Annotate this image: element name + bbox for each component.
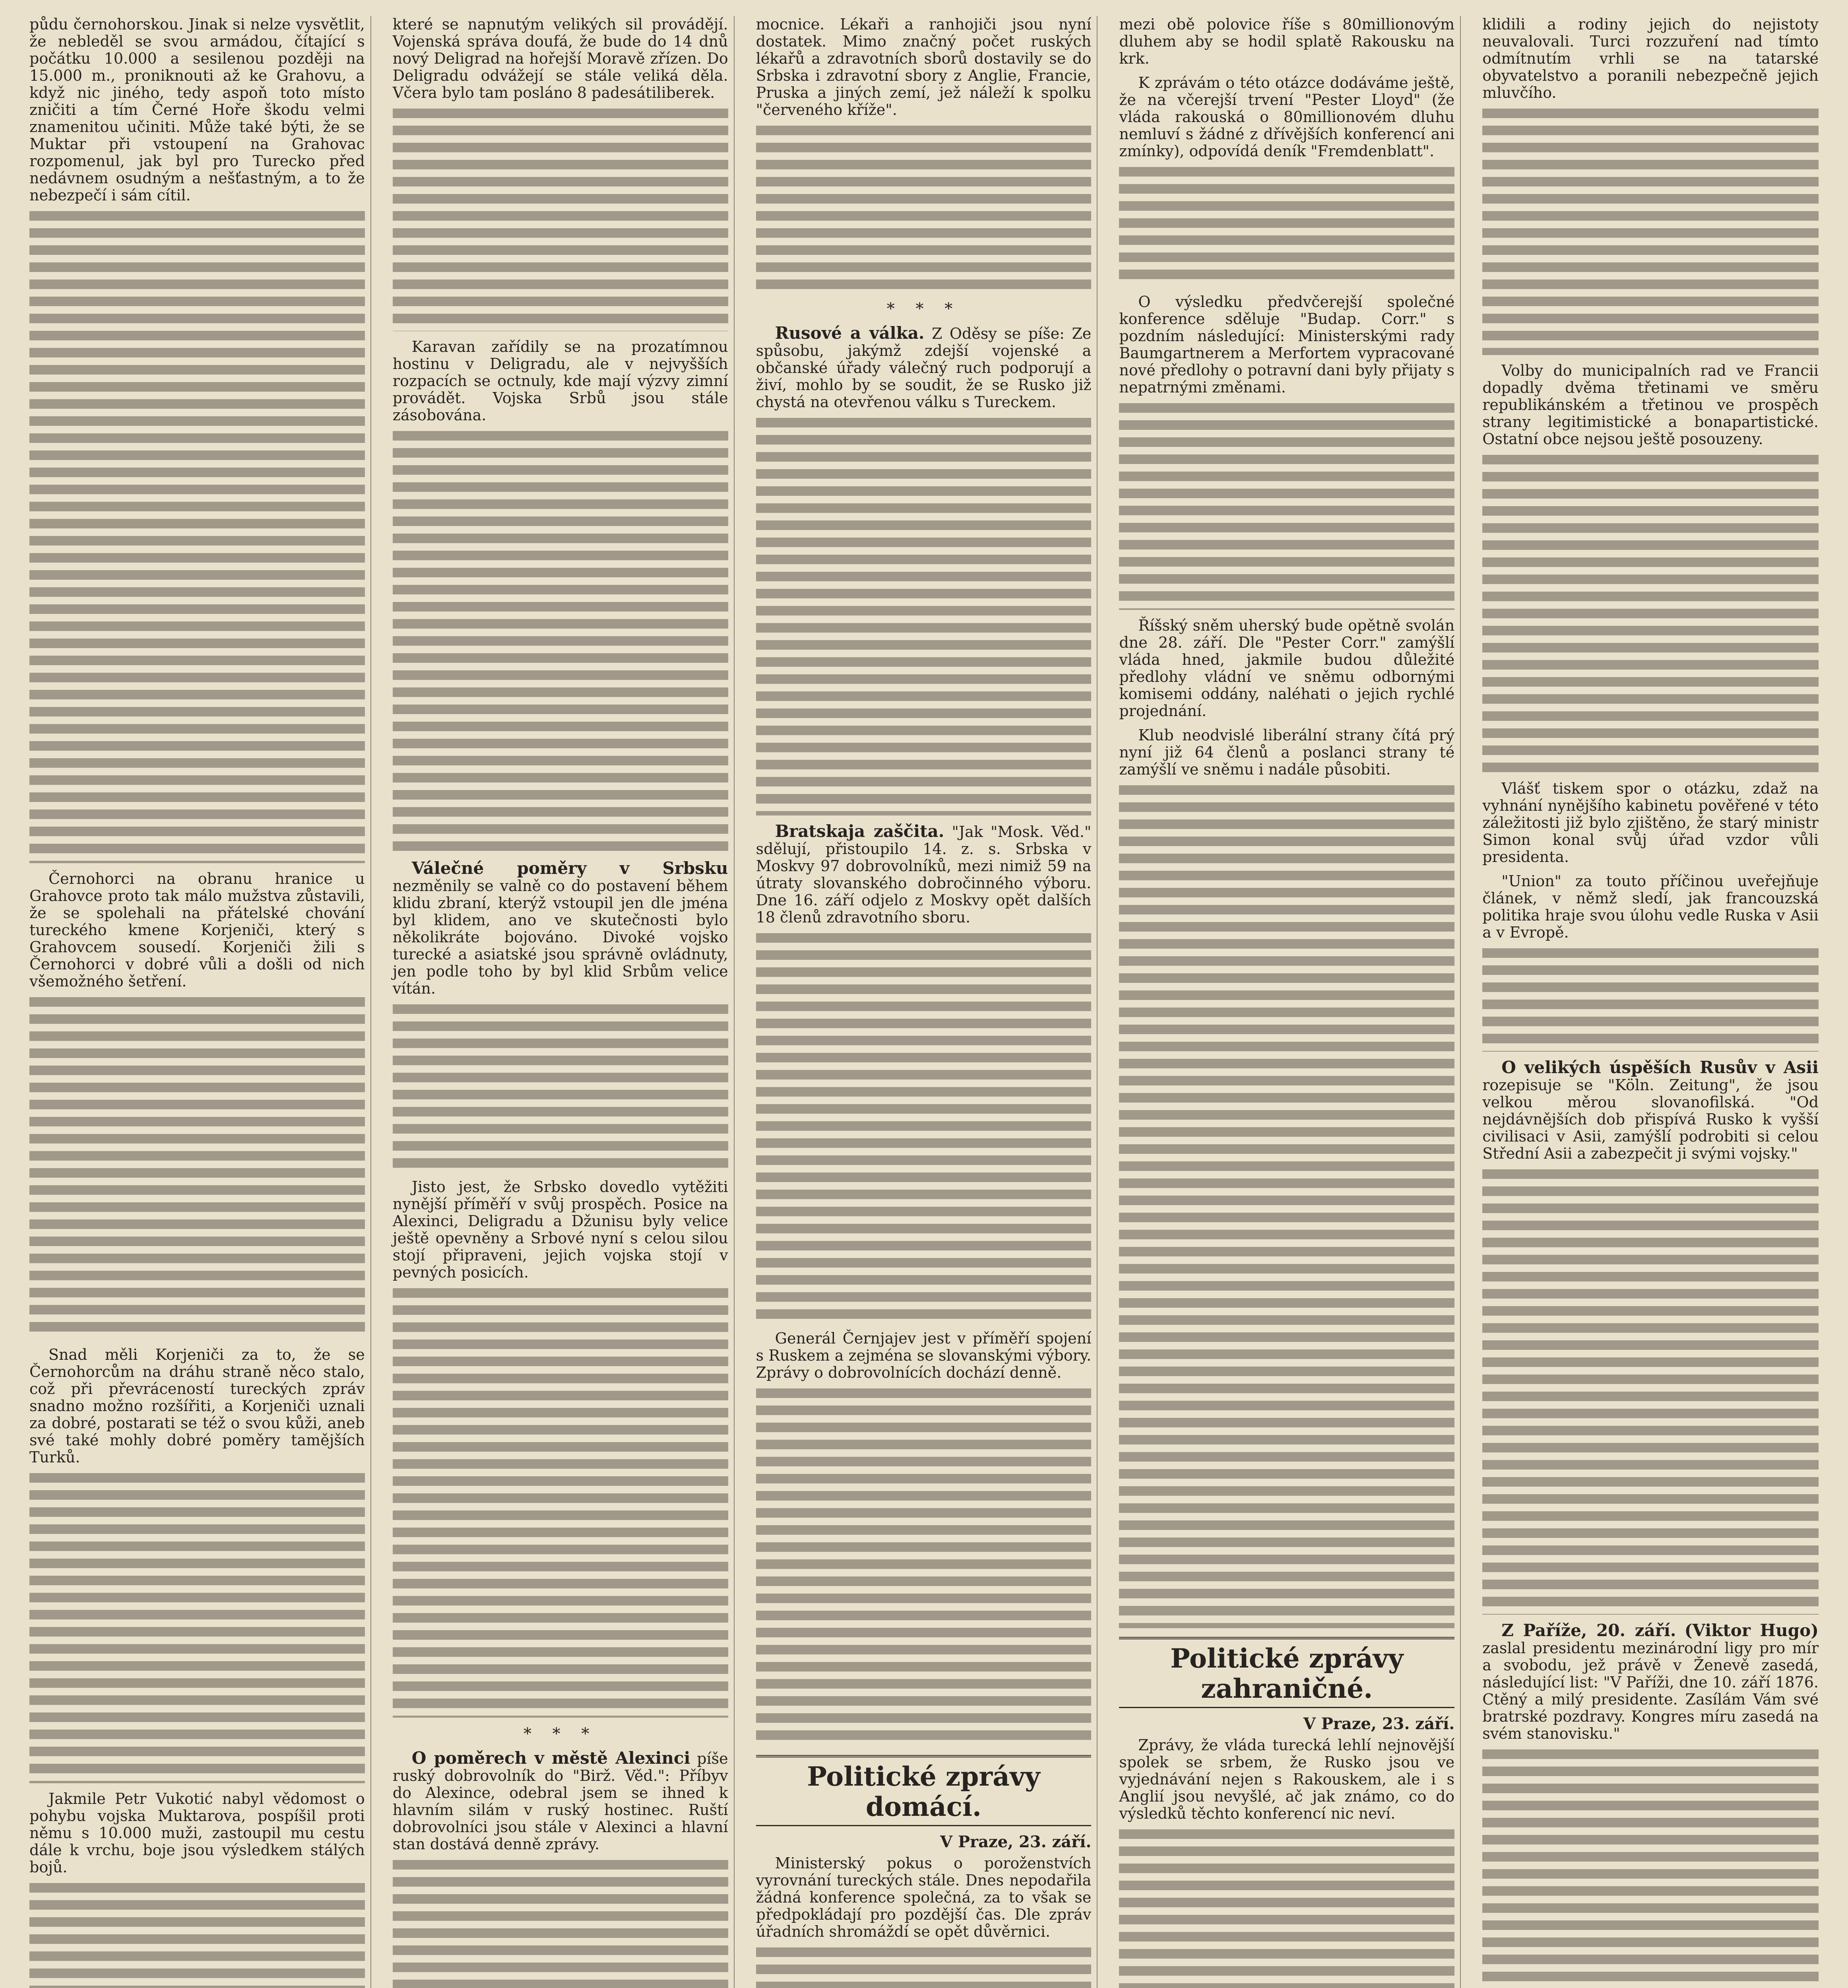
text-block <box>29 1883 365 1988</box>
article-text: píše ruský dobrovolník do "Birž. Věd.": Příbyv do Alexince, odebral jsem se ihned k hlavním silám v ruský hostinec. Ruští dobrovolníci jsou stále v Alexinci a hlavní stan dostává denně zprávy. <box>392 1750 728 1853</box>
text-block <box>1119 167 1454 286</box>
section-title: Politické zprávy domácí. <box>807 1761 1040 1822</box>
article-paragraph: Říšský sněm uherský bude opětně svolán dne 28. září. Dle "Pester Corr." zamýšlí vláda hned, jakmile budou důležité předlohy vládní ve sněmu odbornými komisemi oddány, naléhati o jejich rychlé projednání. <box>1119 617 1455 720</box>
article-paragraph: Ministerský pokus o poroženstvích vyrovnání tureckých stále. Dnes nepodařila žádná konference společná, za to však se předpokládají pro pozdější čas. Dle zpráv úřadních shromáždí se opět důvěrnici. <box>756 1854 1092 1940</box>
column-1 <box>24 16 371 1988</box>
article-author: (Viktor Hugo) <box>1684 1621 1819 1640</box>
text-block <box>756 1947 1092 1988</box>
text-block <box>1482 1169 1819 1615</box>
column-3 <box>750 16 1098 1988</box>
article-paragraph: O výsledku předvčerejší společné konference sděluje "Budap. Corr." s pozdním následující: Ministerskými rady Baumgartnerem a Merfortem vypracované nové předlohy o potravní dani byly přijaty s nepatrnými změnami. <box>1119 293 1455 396</box>
column-5 <box>1477 16 1824 1988</box>
article-text: rozepisuje se "Köln. Zeitung", že jsou velkou měrou slovanofilská. "Od nejdávnějších dob přispívá Rusko k vyšší civilisaci v Asii, zamýšlí podrobiti si celou Střední Asii a zabezpečit ji svými vojsky." <box>1482 1076 1819 1162</box>
article-heading: Válečné poměry v Srbsku <box>411 858 728 878</box>
article-heading: Z Paříže, 20. září. <box>1501 1621 1676 1640</box>
column-2 <box>387 16 735 1988</box>
article-paragraph: Vlášť tiskem spor o otázku, zdaž na vyhnání nynějšího kabinetu pověřené v této záležitosti již bylo zjištěno, že starý ministr Simon konal svůj úřad vzdor vůli presidenta. <box>1482 780 1819 866</box>
article-paragraph: mezi obě polovice říše s 80millionovým dluhem aby se hodil splatě Rakousku na krk. <box>1119 16 1455 67</box>
section-header-domestic <box>756 1755 1092 1826</box>
article-heading: Rusové a válka. <box>775 323 925 343</box>
text-block <box>1119 403 1454 610</box>
text-block <box>756 1388 1092 1746</box>
article-heading: Bratskaja zaščita. <box>775 821 944 841</box>
text-block <box>29 997 365 1339</box>
section-header-foreign <box>1119 1637 1454 1708</box>
article-paragraph: Klub neodvislé liberální strany čítá prý nyní již 64 členů a poslanci strany té zamýšlí ve sněmu i nadále působiti. <box>1119 726 1455 778</box>
text-block <box>29 211 365 863</box>
article-paragraph: Zprávy, že vláda turecká lehlí nejnovější spolek se srbem, že Rusko jsou ve vyjednávání nejen s Rakouskem, ale i s Anglií jsou nevyšlé, ač jak známo, co do výsledků těchto konferencí nic neví. <box>1119 1736 1455 1822</box>
article-paragraph <box>393 1749 728 1853</box>
article-paragraph: Generál Černjajev jest v příměří spojení s Ruskem a zejména se slovanskými výbory. Zprávy o dobrovolnících dochází denně. <box>756 1330 1092 1381</box>
article-paragraph: mocnice. Lékaři a ranhojiči jsou nyní dostatek. Mimo značný počet ruských lékařů a zdravotních sborů dostavily se do Srbska i zdravotní sbory z Anglie, Francie, Pruska a jiných zemí, jež náleží k spolku "červeného kříže". <box>756 16 1092 118</box>
article-paragraph: Snad měli Korjeniči za to, že se Černohorcům na dráhu straně něco stalo, což při převráceností tureckých zpráv snadno možno rozšířiti, a Korjeniči uznali za dobré, postarati se též o svou kůži, aneb své také mohly dobré poměry tamějších Turků. <box>29 1346 365 1466</box>
article-text: zaslal presidentu mezinárodní ligy pro mír a svobodu, jež právě v Ženevě zasedá, následující list: "V Paříži, dne 10. září 1876. Ctěný a milý presidente. Zasílám Vám své bratrské pozdravy. Kongres míru zasedá na svém stanovisku." <box>1482 1639 1819 1742</box>
article-paragraph: půdu černohorskou. Jinak si nelze vysvětlit, že nebleděl se svou armádou, čítající s počátku 10.000 a sesilenou později na 15.000 m., proniknouti až ke Grahovu, a když nic jiného, tedy aspoň toto místo zničiti a tím Černé Hoře škodu velmi znamenitou učiniti. Může také býti, že se Muktar při vstoupení na Grahovac rozpomenul, jak byl pro Turecko před nedávnem osudným a nešťastným, a to že nebezpečí i sám cítil. <box>29 16 365 204</box>
text-block <box>393 1004 728 1171</box>
newspaper-page <box>24 16 1824 1988</box>
text-block <box>756 418 1092 815</box>
article-text: nezměnily se valně co do postavení během klidu zbraní, kterýž vstoupil jen dle jména byl klidem, ano ve skutečnosti bylo několikráte bojováno. Divoké vojsko turecké a asiatské jsou správně ovládnuty, jen podle toho by byl klid Srbům velice vítán. <box>392 877 728 997</box>
article-heading: O poměrech v městě Alexinci <box>411 1748 690 1768</box>
article-paragraph: K zprávám o této otázce dodáváme ještě, že na včerejší trvení "Pester Lloyd" (že vláda rakouská o 80millionovém dluhu nemluví s žádné z dřívějších konferencí ani zmínky), odpovídá deník "Fremdenblatt". <box>1119 74 1455 160</box>
article-paragraph: Jakmile Petr Vukotić nabyl vědomost o pohybu vojska Muktarova, pospíšil proti němu s 10.000 muži, zastoupil mu cestu dále k vrchu, boje jsou výsledkem stálých bojů. <box>29 1790 365 1876</box>
section-divider: * * * <box>523 1725 597 1743</box>
text-block <box>756 933 1092 1323</box>
text-block <box>1482 948 1819 1052</box>
section-divider: * * * <box>886 300 961 318</box>
text-block <box>393 1860 728 1988</box>
text-block <box>393 431 728 852</box>
text-block <box>1119 785 1454 1628</box>
article-paragraph <box>756 324 1092 411</box>
article-paragraph: Jisto jest, že Srbsko dovedlo vytěžiti nynější příměří v svůj prospěch. Posice na Alexinci, Deligradu a Džunisu byly velice ještě opevněny a Srbové nyní s celou silou stojí připraveni, jejich vojska stojí v pevných posicích. <box>392 1178 728 1281</box>
text-block <box>756 126 1092 293</box>
section-title: Politické zprávy zahraničné. <box>1170 1643 1404 1704</box>
article-paragraph <box>393 860 728 997</box>
article-paragraph: klidili a rodiny jejich do nejistoty neuvalovali. Turci rozzuření nad tímto odmítnutím vrhli se na tatarské obyvatelstvo a poranili nebezpečně jejich mluvčího. <box>1482 16 1819 101</box>
dateline: V Praze, 23. září. <box>940 1833 1092 1851</box>
text-block <box>393 1288 728 1718</box>
text-block <box>393 109 728 331</box>
article-paragraph <box>1482 1622 1819 1742</box>
article-heading: O velikých úspěších Rusův v Asii <box>1501 1058 1819 1077</box>
text-block <box>1482 1749 1819 1988</box>
article-paragraph <box>756 823 1092 926</box>
article-text: Z Oděsy se píše: Ze spůsobu, jakýmž zdejší vojenské a občanské úřady válečný ruch podporují a živí, mohlo by se soudit, že se Rusko již chystá na otevřenou válku s Tureckem. <box>756 325 1092 411</box>
article-text: "Jak "Mosk. Věd." sdělují, přistoupilo 14. z. s. Srbska v Moskvy 97 dobrovolníků, mezi nimiž 59 na útraty slovanského dobročinného výboru. Dne 16. září odjelo z Moskvy opět dalších 18 členů zdravotního sboru. <box>756 823 1092 926</box>
text-block <box>29 1473 365 1783</box>
article-paragraph: "Union" za touto příčinou uveřejňuje článek, v němž sledí, jak francouzská politika hraje svou úlohu vedle Ruska v Asii a v Evropě. <box>1482 872 1819 941</box>
column-4 <box>1113 16 1461 1988</box>
text-block <box>1119 1829 1454 1988</box>
dateline: V Praze, 23. září. <box>1303 1714 1455 1733</box>
text-block <box>1482 455 1819 773</box>
article-paragraph: Černohorci na obranu hranice u Grahovce proto tak málo mužstva zůstavili, že se spolehali na přátelské chování tureckého kmene Korjeniči, který s Grahovcem sousedí. Korjeniči žili s Černohorci v dobré vůli a došli od nich všemožného šetření. <box>29 870 365 990</box>
article-paragraph <box>1482 1059 1819 1162</box>
text-block <box>1482 109 1819 355</box>
article-paragraph: Karavan zařídily se na prozatímnou hostinu v Deligradu, ale v nejvyšších rozpacích se octnuly, kde mají výzvy zimní provádět. Vojska Srbů jsou stále zásobována. <box>392 338 728 424</box>
article-paragraph: které se napnutým velikých sil provádějí. Vojenská správa doufá, že bude do 14 dnů nový Deligrad na hořejší Moravě zřízen. Do Deligradu odvážejí se stále veliká děla. Včera bylo tam posláno 8 padesátiliberek. <box>392 16 728 101</box>
article-paragraph: Volby do municipalních rad ve Francii dopadly dvěma třetinami ve směru republikánském a třetinou ve prospěch strany legitimistické a bonapartistické. Ostatní obce nejsou ještě posouzeny. <box>1482 362 1819 448</box>
